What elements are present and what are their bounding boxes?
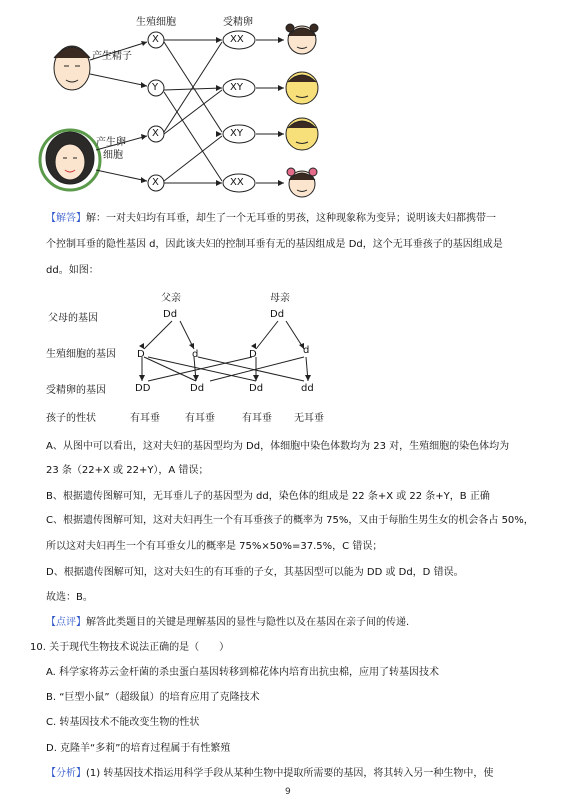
analysis-line-2: 个控制耳垂的隐性基因 d，因此该夫妇的控制耳垂有无的基因组成是 Dd，这个无耳垂孩子的基因组成是 xyxy=(46,239,503,250)
mother-label-2: 细胞 xyxy=(103,150,123,161)
trait-label: 有耳垂 xyxy=(242,413,272,424)
zygote-label: XX xyxy=(230,177,244,188)
final-answer: 故选：B。 xyxy=(46,592,93,603)
analysis-line-1: 【解答】解：一对夫妇均有耳垂，却生了一个无耳垂的男孩，这种现象称为变异；说明该夫妇都携带一 xyxy=(46,213,496,224)
zygote-genotype: Dd xyxy=(190,383,205,394)
analysis-2-tag: 【分析】 xyxy=(46,768,86,779)
boy-face-icon xyxy=(286,118,318,150)
mother-genotype: Dd xyxy=(270,309,285,320)
gamete-gene: d xyxy=(192,349,199,360)
row-label-traits: 孩子的性状 xyxy=(46,413,96,424)
answer-tag: 【解答】 xyxy=(46,213,86,224)
zygote-label: XY xyxy=(230,82,243,93)
gamete-label: X xyxy=(152,34,159,45)
father-face-icon xyxy=(54,46,90,90)
mother-face-icon xyxy=(40,130,100,190)
gamete-label: X xyxy=(152,177,159,188)
analysis-2-line: 【分析】(1) 转基因技术指运用科学手段从某种生物中提取所需要的基因，将其转入另一种生物中，使 xyxy=(46,768,494,779)
option-b: B、根据遗传图解可知，无耳垂儿子的基因型为 dd，染色体的组成是 22 条+X 或 22 条+Y，B 正确 xyxy=(46,491,490,502)
zygote-genotype: DD xyxy=(135,383,151,394)
comment-line: 【点评】解答此类题目的关键是理解基因的显性与隐性以及在基因在亲子间的传递. xyxy=(46,617,410,628)
zygote-header: 受精卵 xyxy=(223,17,253,28)
zygote-label: XY xyxy=(230,128,243,139)
q10-option-a: A. 科学家将苏云金杆菌的杀虫蛋白基因转移到棉花体内培育出抗虫棉，应用了转基因技术 xyxy=(46,667,440,678)
father-genotype: Dd xyxy=(163,309,178,320)
option-a-line-2: 23 条（22+X 或 22+Y），A 错误； xyxy=(46,465,209,476)
zygote-label: XX xyxy=(230,34,244,45)
trait-label: 有耳垂 xyxy=(130,413,160,424)
zygote-genotype: dd xyxy=(301,383,314,394)
boy-face-icon xyxy=(286,72,318,104)
option-c-line-1: C、根据遗传图解可知，这对夫妇再生一个有耳垂孩子的概率为 75%，又由于每胎生男生女的机会各占 50%， xyxy=(46,515,534,526)
girl-face-icon xyxy=(286,24,318,54)
gamete-gene: D xyxy=(137,349,145,360)
option-a-line-1: A、从图中可以看出，这对夫妇的基因型均为 Dd，体细胞中染色体数均为 23 对，生殖细胞的染色体均为 xyxy=(46,441,510,452)
q10-option-d: D. 克隆羊“多莉”的培育过程属于有性繁殖 xyxy=(46,743,231,754)
trait-label: 无耳垂 xyxy=(294,413,324,424)
analysis-line-3: dd。如图： xyxy=(46,265,99,276)
question-10-stem: 10. 关于现代生物技术说法正确的是（ ） xyxy=(30,642,230,653)
comment-tag: 【点评】 xyxy=(46,617,86,628)
gamete-gene: D xyxy=(249,349,257,360)
mother-title: 母亲 xyxy=(270,293,290,304)
q10-option-b: B. “巨型小鼠”（超级鼠）的培育应用了克隆技术 xyxy=(46,692,260,703)
gamete-label: X xyxy=(152,128,159,139)
sex-determination-diagram xyxy=(0,0,580,200)
gamete-label: Y xyxy=(152,82,159,93)
father-title: 父亲 xyxy=(161,293,181,304)
row-label-gametes: 生殖细胞的基因 xyxy=(46,349,116,360)
option-d: D、根据遗传图解可知，这对夫妇生的有耳垂的子女，其基因型可以能为 DD 或 Dd，D 错误。 xyxy=(46,567,464,578)
zygote-genotype: Dd xyxy=(249,383,264,394)
father-label: 产生精子 xyxy=(92,51,132,62)
gamete-header: 生殖细胞 xyxy=(136,17,176,28)
row-label-parents: 父母的基因 xyxy=(48,313,98,324)
option-c-line-2: 所以这对夫妇再生一个有耳垂女儿的概率是 75%×50%=37.5%，C 错误； xyxy=(46,541,383,552)
trait-label: 有耳垂 xyxy=(185,413,215,424)
girl-face-icon xyxy=(287,168,317,197)
gamete-gene: d xyxy=(303,345,310,356)
row-label-zygotes: 受精卵的基因 xyxy=(46,385,106,396)
mother-label-1: 产生卵 xyxy=(96,137,126,148)
page-number: 9 xyxy=(285,787,291,797)
q10-option-c: C. 转基因技术不能改变生物的性状 xyxy=(46,717,200,728)
